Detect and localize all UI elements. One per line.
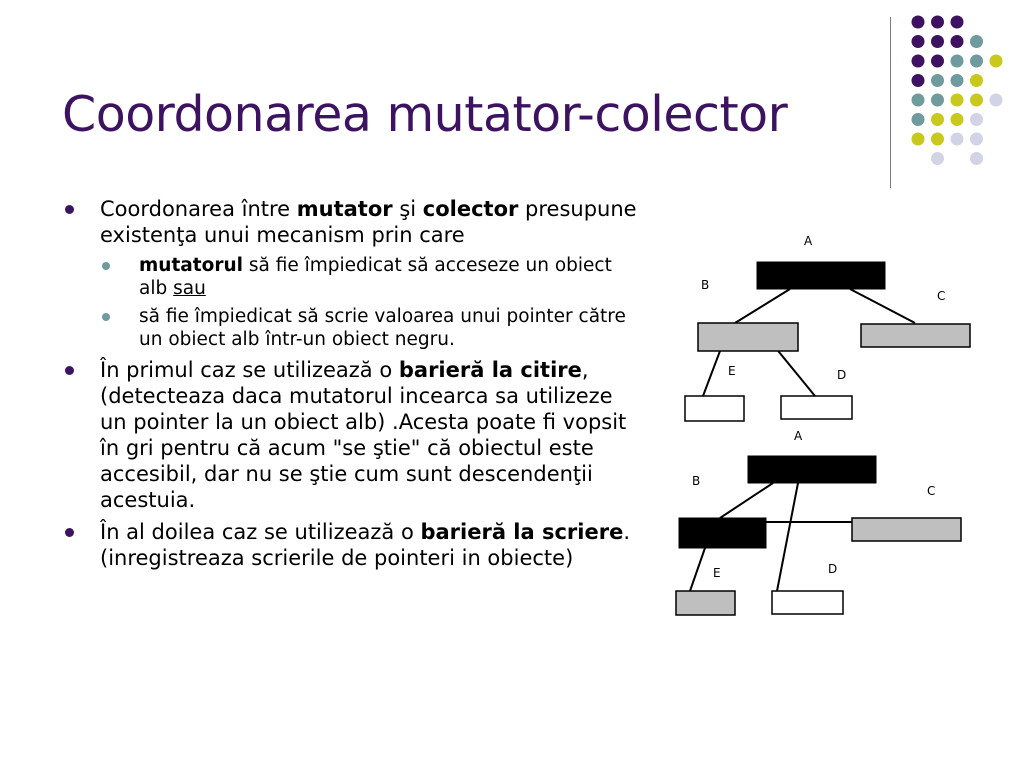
decorative-dot: [951, 94, 964, 107]
node-d-white: [781, 396, 852, 419]
decorative-dot: [970, 94, 983, 107]
bullet-text: ,(detecteaza daca mutatorul incearca sa utilizeze un pointer la un obiect alb) .Acesta poate fi vopsit în gri pentru că acum "se ştie" că obiectul este accesibil, dar nu se ştie cum sunt descendenţii acestuia.: [100, 358, 627, 512]
decorative-dot: [970, 35, 983, 48]
decorative-dot: [931, 16, 944, 29]
decorative-dot: [990, 94, 1003, 107]
edge-a-d: [777, 483, 798, 591]
graph-after-barrier: [676, 429, 961, 615]
node-b-grey: [698, 323, 798, 351]
bullet-dot: [65, 366, 74, 375]
bold-term-read-barrier: barieră la citire: [398, 358, 582, 382]
decorative-dot: [912, 35, 925, 48]
decorative-dot: [912, 55, 925, 68]
label-a: A: [804, 234, 813, 248]
decorative-dot: [970, 152, 983, 165]
label-d: D: [837, 368, 847, 382]
bullet-list: [62, 196, 640, 571]
bullet-text: Coordonarea între: [100, 197, 297, 221]
label-c: C: [927, 484, 936, 498]
sub-bullet-item-write: [100, 305, 640, 351]
node-b-black: [679, 518, 766, 548]
slide-title: Coordonarea mutator-colector: [62, 86, 788, 143]
edge-a-c: [850, 289, 915, 323]
decorative-dot: [970, 113, 983, 126]
label-d: D: [828, 562, 838, 576]
sub-bullet-dot: [102, 313, 110, 321]
sub-bullet-list: [100, 254, 640, 351]
decorative-dot: [912, 74, 925, 87]
sub-bullet-item-read: [100, 254, 640, 300]
bold-term-colector: colector: [422, 197, 519, 221]
sub-bullet-text: să fie împiedicat să scrie valoarea unui pointer către un obiect alb într-un obiect negru.: [139, 306, 626, 350]
underlined-sau: sau: [173, 278, 206, 299]
bullet-text: şi: [392, 197, 423, 221]
bullet-text: În primul caz se utilizează o: [100, 358, 399, 382]
decorative-dot: [990, 55, 1003, 68]
bullet-text: În al doilea caz se utilizează o: [100, 520, 421, 544]
edge-b-e: [690, 548, 705, 591]
decorative-dot: [912, 94, 925, 107]
label-b: B: [692, 474, 701, 488]
sub-bullet-text: să fie împiedicat să acceseze un obiect alb: [139, 255, 612, 299]
slide-body: [62, 196, 640, 577]
node-e-white: [685, 396, 744, 421]
label-a: A: [794, 429, 803, 443]
decorative-dot: [931, 55, 944, 68]
edge-a-b: [720, 483, 773, 518]
decorative-dot: [951, 16, 964, 29]
decorative-dot: [931, 152, 944, 165]
decorative-dot: [970, 133, 983, 146]
label-b: B: [701, 278, 710, 292]
decorative-dot: [951, 133, 964, 146]
bullet-text: .(inregistreaza scrierile de pointeri in obiecte): [100, 520, 631, 570]
graph-before-barrier: [685, 234, 970, 421]
node-a-black: [748, 456, 876, 483]
vertical-divider: [890, 17, 891, 188]
bullet-text: presupune existenţa unui mecanism prin care: [100, 197, 637, 247]
bold-term-mutator: mutator: [296, 197, 393, 221]
bold-term-write-barrier: barieră la scriere: [420, 520, 624, 544]
node-c-grey: [852, 518, 961, 541]
decorative-dot: [951, 55, 964, 68]
bullet-item-read-barrier: [62, 357, 640, 513]
decorative-dot: [912, 16, 925, 29]
label-c: C: [937, 289, 946, 303]
bold-term-mutatorul: mutatorul: [139, 255, 243, 276]
edge-a-b: [735, 289, 790, 323]
label-e: E: [713, 566, 721, 580]
decorative-dot: [912, 113, 925, 126]
node-c-grey: [861, 324, 970, 347]
decorative-dot: [951, 74, 964, 87]
node-a-black: [757, 262, 885, 289]
decorative-dot: [931, 74, 944, 87]
bullet-dot: [65, 528, 74, 537]
decorative-dot: [951, 35, 964, 48]
label-e: E: [728, 364, 736, 378]
decorative-dot: [931, 94, 944, 107]
decorative-dot: [970, 74, 983, 87]
object-graph-diagram: [660, 220, 1000, 640]
decorative-dot: [951, 113, 964, 126]
node-d-white: [772, 591, 843, 614]
bullet-item-write-barrier: [62, 519, 640, 571]
decorative-dot: [970, 55, 983, 68]
node-e-grey: [676, 591, 735, 615]
decorative-dot: [931, 113, 944, 126]
decorative-dot: [931, 133, 944, 146]
bullet-item-coordination: [62, 196, 640, 351]
decorative-dot: [912, 133, 925, 146]
edge-b-e: [703, 351, 720, 396]
decorative-dot: [931, 35, 944, 48]
bullet-dot: [65, 205, 74, 214]
sub-bullet-dot: [102, 262, 110, 270]
